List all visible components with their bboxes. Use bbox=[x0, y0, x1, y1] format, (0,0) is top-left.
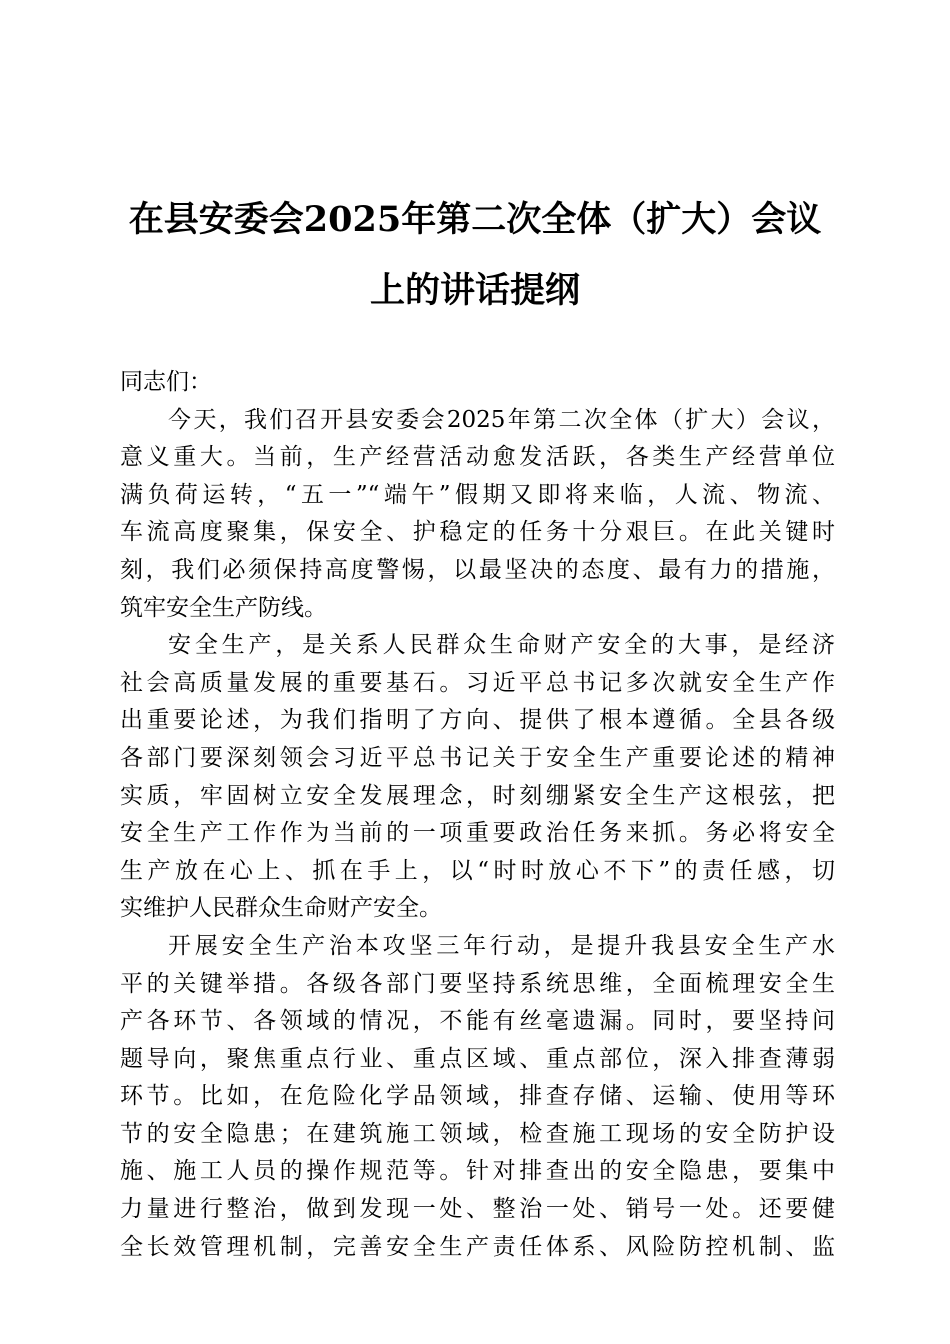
text-line: 生产放在心上、抓在手上，以“时时放心不下”的责任感，切 bbox=[120, 857, 835, 884]
text-line: 开展安全生产治本攻坚三年行动，是提升我县安全生产水 bbox=[168, 932, 835, 959]
text-line: 产各环节、各领域的情况，不能有丝毫遗漏。同时，要坚持问 bbox=[120, 1008, 835, 1035]
title-line-2: 上的讲话提纲 bbox=[369, 270, 580, 311]
text-line: 力量进行整治，做到发现一处、整治一处、销号一处。还要健 bbox=[120, 1196, 835, 1223]
salutation: 同志们： bbox=[120, 369, 212, 395]
text-line: 社会高质量发展的重要基石。习近平总书记多次就安全生产作 bbox=[120, 669, 835, 696]
text-line: 筑牢安全生产防线。 bbox=[120, 594, 327, 621]
text-line: 节的安全隐患；在建筑施工领域，检查施工现场的安全防护设 bbox=[120, 1120, 835, 1147]
text-line: 满负荷运转，“五一”“端午”假期又即将来临，人流、物流、 bbox=[120, 481, 835, 508]
title-line-1: 在县安委会2025年第二次全体（扩大）会议 bbox=[128, 199, 822, 240]
text-line: 施、施工人员的操作规范等。针对排查出的安全隐患，要集中 bbox=[120, 1158, 835, 1185]
text-line: 意义重大。当前，生产经营活动愈发活跃，各类生产经营单位 bbox=[120, 444, 835, 471]
text-line: 刻，我们必须保持高度警惕，以最坚决的态度、最有力的措施， bbox=[120, 556, 835, 583]
text-line: 平的关键举措。各级各部门要坚持系统思维，全面梳理安全生 bbox=[120, 970, 835, 997]
text-line: 题导向，聚焦重点行业、重点区域、重点部位，深入排查薄弱 bbox=[120, 1045, 835, 1072]
text-line: 安全生产工作作为当前的一项重要政治任务来抓。务必将安全 bbox=[120, 820, 835, 847]
text-line: 实维护人民群众生命财产安全。 bbox=[120, 895, 442, 922]
text-line: 环节。比如，在危险化学品领域，排查存储、运输、使用等环 bbox=[120, 1083, 835, 1110]
text-line: 今天，我们召开县安委会2025年第二次全体（扩大）会议， bbox=[168, 406, 835, 433]
text-line: 各部门要深刻领会习近平总书记关于安全生产重要论述的精神 bbox=[120, 744, 835, 771]
text-line: 安全生产，是关系人民群众生命财产安全的大事，是经济 bbox=[168, 632, 835, 659]
speech-body bbox=[120, 364, 835, 1266]
text-line: 车流高度聚集，保安全、护稳定的任务十分艰巨。在此关键时 bbox=[120, 519, 835, 546]
text-line: 出重要论述，为我们指明了方向、提供了根本遵循。全县各级 bbox=[120, 707, 835, 734]
text-line: 全长效管理机制，完善安全生产责任体系、风险防控机制、监 bbox=[120, 1233, 835, 1260]
text-line: 实质，牢固树立安全发展理念，时刻绷紧安全生产这根弦，把 bbox=[120, 782, 835, 809]
